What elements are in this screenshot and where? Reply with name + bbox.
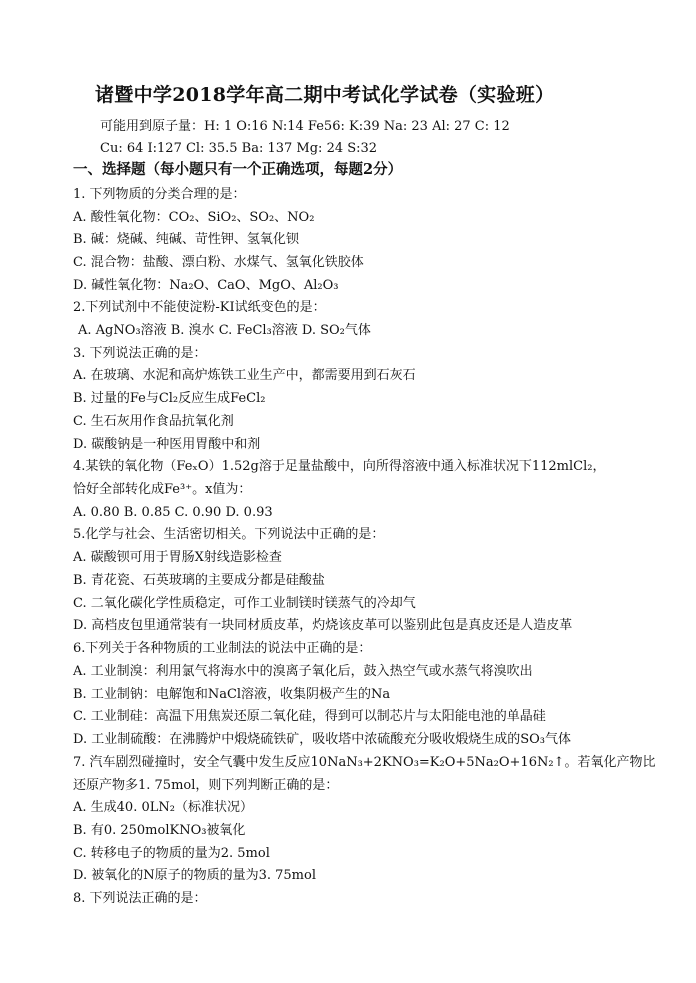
atomic-mass-line-1: 可能用到原子量：H: 1 O:16 N:14 Fe56: K:39 Na: 23 Al: 27 C: 12 [100,119,510,134]
q3-option-b: B. 过量的Fe与Cl₂反应生成FeCl₂ [73,391,266,406]
q3-stem: 3. 下列说法正确的是： [73,346,207,361]
q5-option-b: B. 青花瓷、石英玻璃的主要成分都是硅酸盐 [73,573,325,588]
q7-option-c: C. 转移电子的物质的量为2. 5mol [73,846,270,861]
q6-option-d: D. 工业制硫酸：在沸腾炉中煅烧硫铁矿，吸收塔中浓硫酸充分吸收煅烧生成的SO₃气体 [73,732,571,747]
q5-option-d: D. 高档皮包里通常装有一块同材质皮革，灼烧该皮革可以鉴别此包是真皮还是人造皮革 [73,618,573,633]
q1-option-b: B. 碱：烧碱、纯碱、苛性钾、氢氧化钡 [73,232,299,247]
q5-stem: 5.化学与社会、生活密切相关。下列说法中正确的是： [73,527,385,542]
q5-option-a: A. 碳酸钡可用于胃肠X射线造影检查 [73,550,282,565]
q2-options: A. AgNO₃溶液 B. 溴水 C. FeCl₃溶液 D. SO₂气体 [78,323,371,338]
q7-stem: 7. 汽车剧烈碰撞时，安全气囊中发生反应10NaN₃+2KNO₃=K₂O+5Na₂O+16N₂↑。若氧化产物比 [73,755,656,770]
q4-stem-cont: 恰好全部转化成Fe³⁺。x值为： [73,482,252,497]
q3-option-c: C. 生石灰用作食品抗氧化剂 [73,414,234,429]
q1-option-d: D. 碱性氧化物：Na₂O、CaO、MgO、Al₂O₃ [73,278,339,293]
q6-option-c: C. 工业制硅：高温下用焦炭还原二氧化硅，得到可以制芯片与太阳能电池的单晶硅 [73,709,546,724]
q7-option-b: B. 有0. 250molKNO₃被氧化 [73,823,246,838]
q3-option-a: A. 在玻璃、水泥和高炉炼铁工业生产中，都需要用到石灰石 [73,368,416,383]
q8-stem: 8. 下列说法正确的是： [73,891,207,906]
q4-stem: 4.某铁的氧化物（FeₓO）1.52g溶于足量盐酸中，向所得溶液中通入标准状况下112mlCl₂， [73,459,606,474]
q6-stem: 6.下列关于各种物质的工业制法的说法中正确的是： [73,641,372,656]
q1-option-a: A. 酸性氧化物：CO₂、SiO₂、SO₂、NO₂ [73,210,315,225]
q7-stem-cont: 还原产物多1. 75mol，则下列判断正确的是： [73,778,339,793]
q7-option-a: A. 生成40. 0LN₂（标准状况） [73,800,253,815]
page-title: 诸暨中学2018学年高二期中考试化学试卷（实验班） [95,84,555,106]
q4-options: A. 0.80 B. 0.85 C. 0.90 D. 0.93 [73,505,273,520]
q1-stem: 1. 下列物质的分类合理的是： [73,187,246,202]
q7-option-d: D. 被氧化的N原子的物质的量为3. 75mol [73,868,316,883]
atomic-mass-line-2: Cu: 64 I:127 Cl: 35.5 Ba: 137 Mg: 24 S:32 [100,141,378,156]
q6-option-a: A. 工业制溴：利用氯气将海水中的溴离子氧化后，鼓入热空气或水蒸气将溴吹出 [73,664,533,679]
q1-option-c: C. 混合物：盐酸、漂白粉、水煤气、氢氧化铁胶体 [73,255,364,270]
q3-option-d: D. 碳酸钠是一种医用胃酸中和剂 [73,437,261,452]
q2-stem: 2.下列试剂中不能使淀粉-KI试纸变色的是： [73,300,326,315]
q5-option-c: C. 二氧化碳化学性质稳定，可作工业制镁时镁蒸气的冷却气 [73,596,416,611]
q6-option-b: B. 工业制钠：电解饱和NaCl溶液，收集阴极产生的Na [73,687,391,702]
section-heading: 一、选择题（每小题只有一个正确选项，每题2分） [73,161,403,178]
